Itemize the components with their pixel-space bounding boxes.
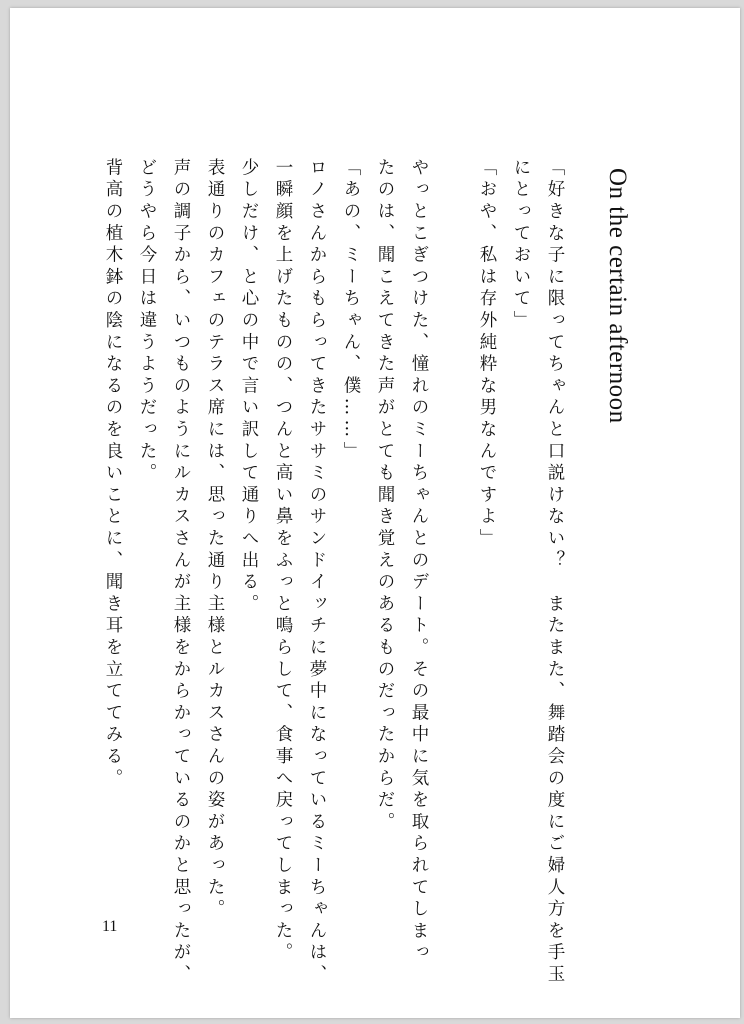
text-line: やっとこぎつけた、憧れのミーちゃんとのデート。その最中に気を取られてしまっ xyxy=(409,158,429,965)
text-line: ロノさんからもらってきたササミのサンドイッチに夢中になっているミーちゃんは、 xyxy=(307,158,327,987)
text-line: 表通りのカフェのテラス席には、思った通り主様とルカスさんの姿があった。 xyxy=(205,158,225,921)
text-line: たのは、聞こえてきた声がとても聞き覚えのあるものだったからだ。 xyxy=(375,158,395,834)
text-line: 声の調子から、いつものようにルカスさんが主様をからかっているのかと思ったが、 xyxy=(171,158,191,987)
page-number: 11 xyxy=(102,918,118,935)
text-line: どうやら今日は違うようだった。 xyxy=(137,158,157,485)
text-line: 一瞬顔を上げたものの、つんと高い鼻をふっと鳴らして、食事へ戻ってしまった。 xyxy=(273,158,293,965)
text-line: 「おや、私は存外純粋な男なんですよ」 xyxy=(477,158,497,551)
text-line: にとっておいて」 xyxy=(511,158,531,333)
text-line xyxy=(436,158,470,738)
text-line: 少しだけ、と心の中で言い訳して通りへ出る。 xyxy=(239,158,259,616)
text-line: 「あの、ミーちゃん、僕……」 xyxy=(341,158,361,464)
text-line: 背高の植木鉢の陰になるのを良いことに、聞き耳を立ててみる。 xyxy=(103,158,123,791)
chapter-title: On the certain afternoon xyxy=(604,168,631,424)
book-page xyxy=(10,8,740,1018)
text-line: 「好きな子に限ってちゃんと口説けない？ またまた、舞踏会の度にご婦人方を手玉 xyxy=(545,158,565,987)
